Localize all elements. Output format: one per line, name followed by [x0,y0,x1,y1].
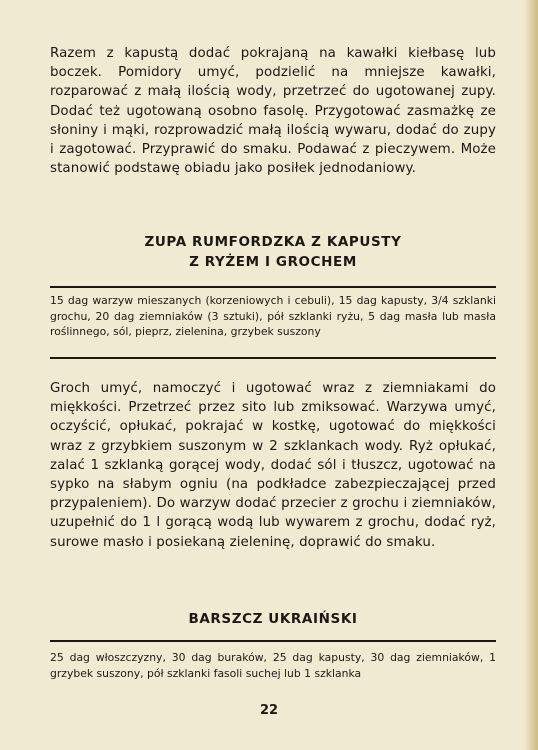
recipe-title-line: Z RYŻEM I GROCHEM [189,254,357,270]
recipe-title-line: BARSZCZ UKRAIŃSKI [188,611,358,627]
divider [50,357,496,359]
divider [50,286,496,288]
page-edge-shadow [524,0,538,750]
ingredients-list: 15 dag warzyw mieszanych (korzeniowych i cebuli), 15 dag kapusty, 3/4 szklanki grochu, 20 dag ziemniaków (3 sztuki), pół szklanki ryżu, 5 dag masła lub masła roślinnego, sól, pieprz, zielenina, grzybek suszony [50,294,496,339]
divider [50,640,496,642]
ingredients-list: 25 dag włoszczyzny, 30 dag buraków, 25 dag kapusty, 30 dag ziemniaków, 1 grzybek suszony, pół szklanki fasoli suchej lub 1 szklanka [50,651,496,680]
recipe-title-line: ZUPA RUMFORDZKA Z KAPUSTY [144,234,402,250]
recipe-title [50,232,496,272]
body-paragraph: Groch umyć, namoczyć i ugotować wraz z ziemniakami do miękkości. Przetrzeć przez sito lub zmiksować. Warzywa umyć, oczyścić, opłukać, pokrajać w kostkę, ugotować do miękkości wraz z grzybkiem suszonym w 2 szklankach wody. Ryż opłukać, zalać 1 szklanką gorącej wody, dodać sól i tłuszcz, ugotować na sypko na słabym ogniu (na podkładce zabezpieczającej przed przypaleniem). Do warzyw dodać przecier z grochu i ziemniaków, uzupełnić do 1 l gorącą wodą lub wywarem z grochu, dodać ryż, surowe masło i posiekaną zieleninę, doprawić do smaku. [50,381,496,550]
recipe-title [50,609,496,629]
body-paragraph: Razem z kapustą dodać pokrajaną na kawałki kiełbasę lub boczek. Pomidory umyć, podzielić na mniejsze kawałki, rozparować z małą ilością wody, przetrzeć do ugotowanej zupy. Dodać też ugotowaną osobno fasolę. Przygotować zasmażkę ze słoniny i mąki, rozprowadzić małą ilością wywaru, dodać do zupy i zagotować. Przyprawić do smaku. Podawać z pieczywem. Może stanowić podstawę obiadu jako posiłek jednodaniowy. [50,46,496,177]
page-number: 22 [259,703,279,718]
